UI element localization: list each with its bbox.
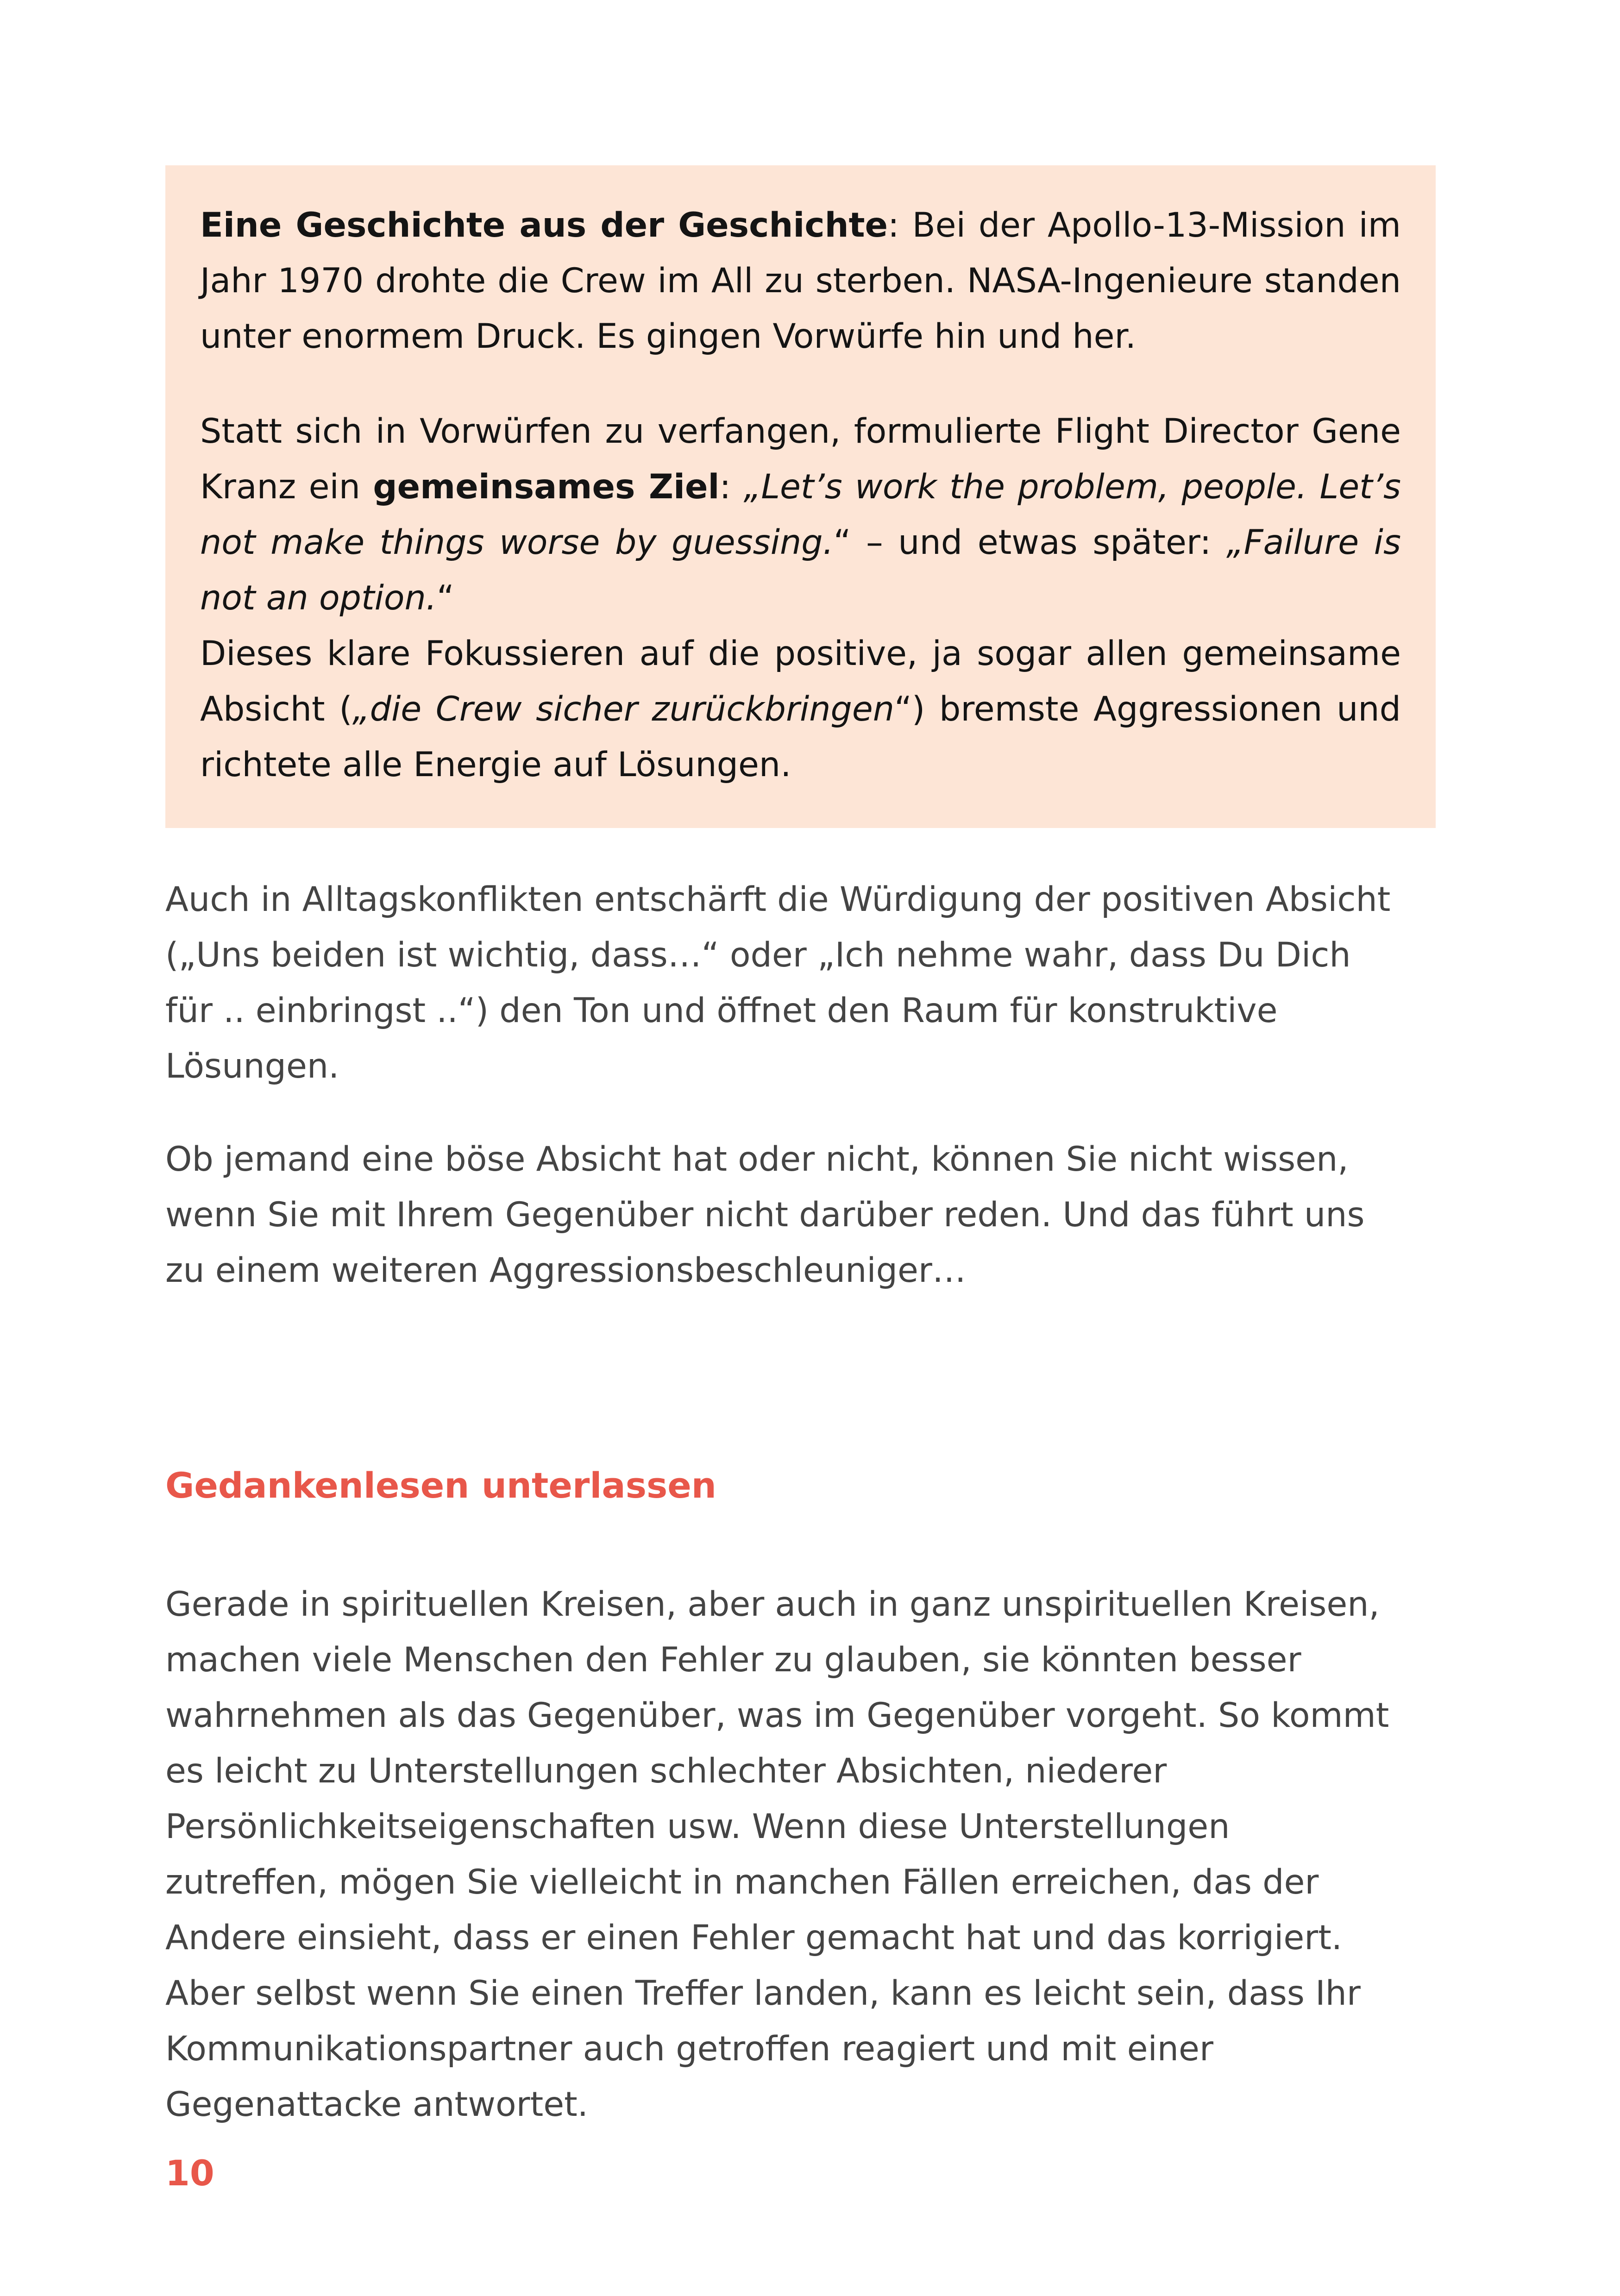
story-quote-kranz-1: „Let’s work the problem, people. Let’s not make things worse by guessing. <box>200 467 1401 562</box>
text-line: Auch in Alltagskonflikten entschärft die Würdigung der positiven Absicht <box>165 880 1391 919</box>
story-emphasis-gemeinsames-ziel: gemeinsames Ziel <box>373 467 720 507</box>
section-heading: Gedankenlesen unterlassen <box>165 1465 716 1506</box>
text-line: es leicht zu Unterstellungen schlechter Absichten, niederer <box>165 1751 1167 1791</box>
story-quote-crew: „die Crew sicher zurückbringen <box>352 690 895 729</box>
story-paragraph-2 <box>200 404 1401 626</box>
page-number: 10 <box>165 2152 214 2194</box>
story-colon: : <box>719 467 744 507</box>
history-story-box <box>165 165 1436 828</box>
story-title: Eine Geschichte aus der Geschichte <box>200 206 888 245</box>
text-line: Lösungen. <box>165 1047 339 1086</box>
story-paragraph-1-text: : Bei der Apollo-13-Mission im Jahr 1970 drohte die Crew im All zu sterben. NASA-Ingenieure standen unter enormem Druck. Es gingen Vorwürfe hin und her. <box>200 206 1401 356</box>
text-line: Gerade in spirituellen Kreisen, aber auch in ganz unspirituellen Kreisen, <box>165 1585 1380 1624</box>
text-line: wahrnehmen als das Gegenüber, was im Gegenüber vorgeht. So kommt <box>165 1696 1389 1735</box>
text-line: Aber selbst wenn Sie einen Treffer landen, kann es leicht sein, dass Ihr <box>165 1974 1361 2013</box>
text-line: machen viele Menschen den Fehler zu glauben, sie könnten besser <box>165 1640 1301 1680</box>
paragraph-gedankenlesen <box>165 1577 1453 2133</box>
story-paragraph-3-text-b: “) bremste Aggressionen und richtete alle Energie auf Lösungen. <box>200 690 1401 784</box>
paragraph-alltagskonflikte <box>165 872 1453 1094</box>
story-paragraph-2-text-a: Statt sich in Vorwürfen zu verfangen, formulierte Flight Director Gene Kranz ein <box>200 412 1401 507</box>
text-line: („Uns beiden ist wichtig, dass…“ oder „Ich nehme wahr, dass Du Dich <box>165 935 1351 975</box>
text-line: Persönlichkeitseigenschaften usw. Wenn diese Unterstellungen <box>165 1807 1230 1846</box>
story-paragraph-3 <box>200 626 1401 793</box>
story-paragraph-1 <box>200 198 1401 364</box>
text-line: zu einem weiteren Aggressionsbeschleuniger… <box>165 1251 966 1290</box>
story-paragraph-2-text-b: “ – und etwas später: <box>833 523 1226 562</box>
story-quote-kranz-2: „Failure is not an option. <box>200 523 1401 618</box>
text-line: zutreffen, mögen Sie vielleicht in manchen Fällen erreichen, das der <box>165 1863 1319 1902</box>
text-line: Ob jemand eine böse Absicht hat oder nicht, können Sie nicht wissen, <box>165 1140 1349 1179</box>
text-line: Gegenattacke antwortet. <box>165 2085 588 2124</box>
paragraph-boese-absicht <box>165 1132 1453 1299</box>
text-line: Kommunikationspartner auch getroffen reagiert und mit einer <box>165 2029 1213 2069</box>
text-line: wenn Sie mit Ihrem Gegenüber nicht darüber reden. Und das führt uns <box>165 1195 1365 1235</box>
story-paragraph-3-text-a: Dieses klare Fokussieren auf die positive, ja sogar allen gemeinsame Absicht ( <box>200 634 1401 729</box>
story-paragraph-2-text-c: “ <box>437 578 454 618</box>
text-line: für .. einbringst ..“) den Ton und öffnet den Raum für konstruktive <box>165 991 1278 1030</box>
text-line: Andere einsieht, dass er einen Fehler gemacht hat und das korrigiert. <box>165 1918 1343 1957</box>
